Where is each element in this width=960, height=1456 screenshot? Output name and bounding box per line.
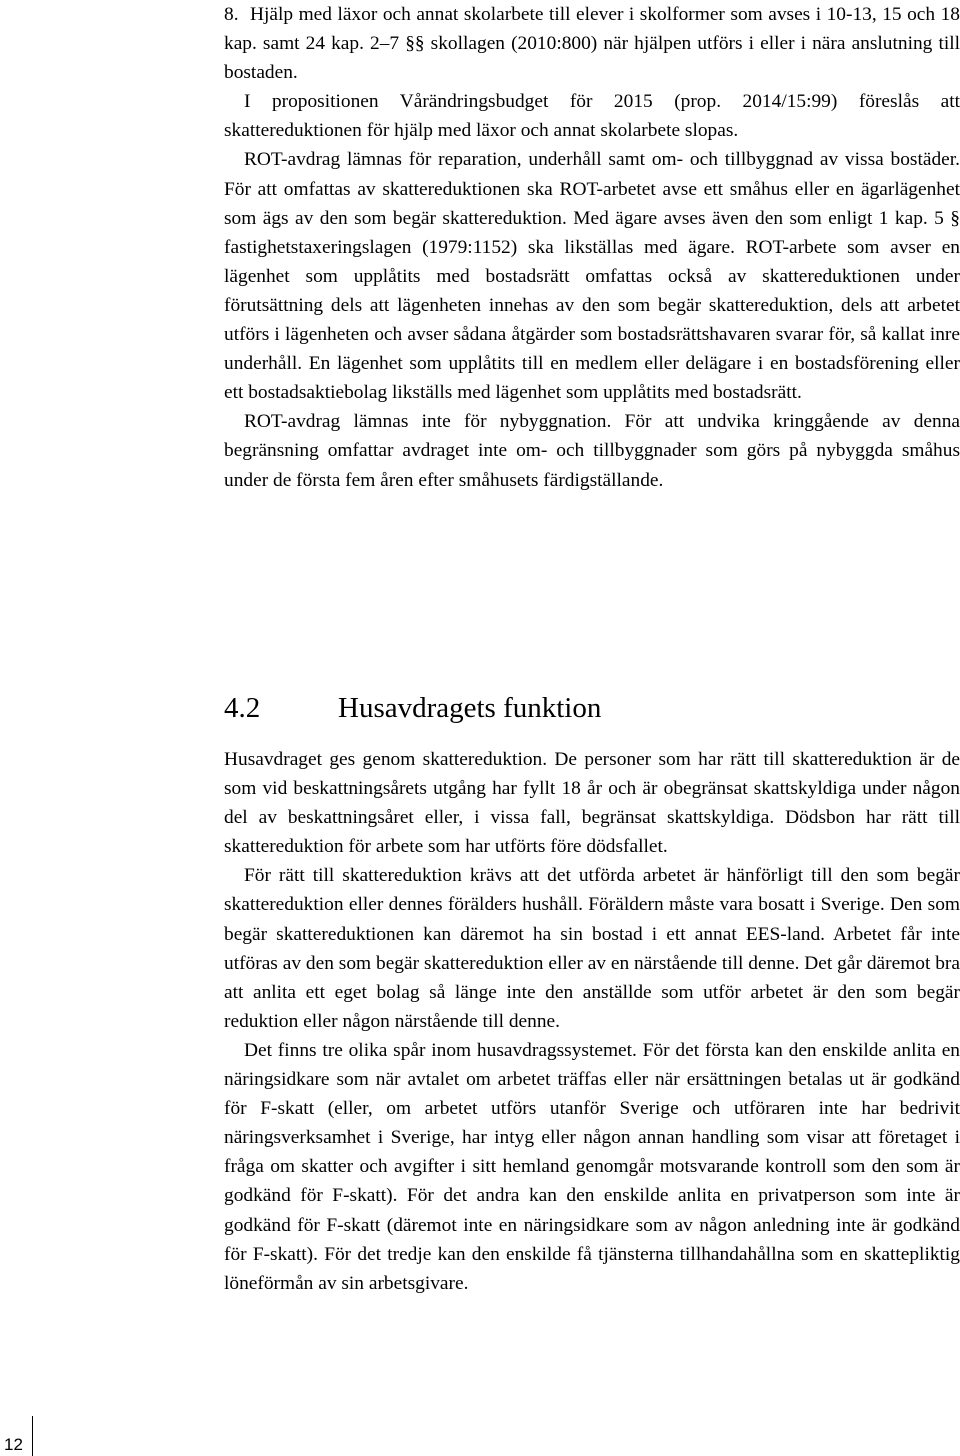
nybyggnation-paragraph: ROT-avdrag lämnas inte för nybyggnation. För att undvika kringgående av denna begränsning omfattar avdraget inte om- och tillbyggnader som görs på nybyggda småhus under de första fem åren efter småhusets färdigställande.	[224, 411, 960, 491]
section-title: Husavdragets funktion	[338, 692, 602, 724]
section-paragraph-2: För rätt till skattereduktion krävs att det utförda arbetet är hänförligt till den som begär skattereduktion eller dennes förälders hushåll. Föräldern måste vara bosatt i Sverige. Den som begär skattereduktionen kan däremot ha sin bostad i ett annat EES-land. Arbetet får inte utföras av den som begär skattereduktion eller av en närstående till denne. Det går däremot bra att anlita ett eget bolag så länge inte den anställde som utför arbetet är den som begär reduktion eller någon närstående till denne.	[224, 865, 960, 1032]
proposition-note: I propositionen Vårändringsbudget för 2015 (prop. 2014/15:99) föreslås att skattereduktionen för hjälp med läxor och annat skolarbete slopas.	[224, 91, 960, 142]
section-paragraph-3: Det finns tre olika spår inom husavdragssystemet. För det första kan den enskilde anlita en näringsidkare som när avtalet om arbetet träffas eller när ersättningen betalas ut är godkänd för F-skatt (eller, om arbetet utförs utanför Sverige och utföraren inte har bedrivit näringsverksamhet i Sverige, har intyg eller någon annan handling som visar att företaget i fråga om skatter och avgifter i sitt hemland genomgår motsvarande kontroll som den som är godkänd för F-skatt). För det andra kan den enskilde anlita en privatperson som inte är godkänd för F-skatt (däremot inte en näringsidkare som av någon anledning inte är godkänd för F-skatt). För det tredje kan den enskilde få tjänsterna tillhandahållna som en skattepliktig löneförmån av sin arbetsgivare.	[224, 1039, 960, 1294]
rot-paragraph: ROT-avdrag lämnas för reparation, underhåll samt om- och tillbyggnad av vissa bostäder. För att omfattas av skattereduktionen ska ROT-arbetet avse ett småhus eller en ägarlägenhet som ägs av den som begär skattereduktion. Med ägare avses även den som enligt 1 kap. 5 § fastighetstaxeringslagen (1979:1152) ska likställas med ägare. ROT-arbete som avser en lägenhet som upplåtits med bostadsrätt omfattas också av skattereduktionen under förutsättning dels att lägenheten innehas av den som begär skattereduktion, dels att arbetet utförs i lägenheten och avser sådana åtgärder som bostadsrättshavaren svarar för, så kallat inre underhåll. En lägenhet som upplåtits till en medlem eller delägare i en bostadsförening eller ett bostadsaktiebolag likställs med lägenhet som upplåtits med bostadsrätt.	[224, 149, 960, 404]
list-item-text: Hjälp med läxor och annat skolarbete till elever i skolformer som avses i 10-13, 15 och 18 kap. samt 24 kap. 2–7 §§ skollagen (2010:800) när hjälpen utförs i eller i nära anslutning till bostaden.	[224, 4, 960, 84]
section-body	[224, 745, 960, 1298]
section-heading	[224, 688, 601, 728]
page-number: 12	[0, 1419, 32, 1456]
page-margin-rule	[32, 1416, 33, 1456]
section-paragraph-1: Husavdraget ges genom skattereduktion. De personer som har rätt till skattereduktion är de som vid beskattningsårets utgång har fyllt 18 år och är obegränsat skattskyldiga under någon del av beskattningsåret eller, i vissa fall, begränsat skattskyldiga. Dödsbon har rätt till skattereduktion för arbete som har utförts före dödsfallet.	[224, 749, 960, 858]
list-item-number: 8.	[224, 4, 239, 25]
top-text-block	[224, 0, 960, 495]
list-item-8	[224, 0, 960, 87]
section-number: 4.2	[224, 692, 261, 724]
